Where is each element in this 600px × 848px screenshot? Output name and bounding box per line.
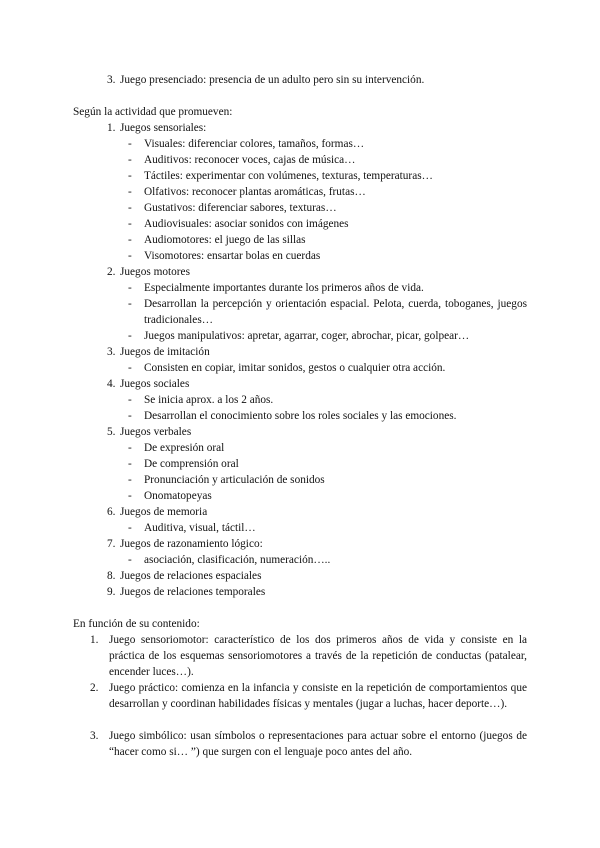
list-item: Onomatopeyas [144,490,212,502]
group-title: Juegos sensoriales: [120,122,207,134]
dash-bullet: - [128,474,132,486]
content-item-number: 1. [90,634,99,646]
group-number: 2. [107,266,116,278]
list-item: Auditivos: reconocer voces, cajas de música… [144,154,356,166]
list-item: Audiovisuales: asociar sonidos con imágenes [144,218,349,230]
list-item: Auditiva, visual, táctil… [144,522,256,534]
group-number: 8. [107,570,116,582]
dash-bullet: - [128,330,132,342]
dash-bullet: - [128,554,132,566]
list-item: Visomotores: ensartar bolas en cuerdas [144,250,321,262]
content-item-number: 2. [90,682,99,694]
dash-bullet: - [128,202,132,214]
group-number: 9. [107,586,116,598]
group-title: Juegos verbales [120,426,192,438]
dash-bullet: - [128,410,132,422]
dash-bullet: - [128,490,132,502]
dash-bullet: - [128,282,132,294]
content-item-text: Juego sensoriomotor: característico de los dos primeros años de vida y consiste en la práctica de los esquemas sensoriomotores a través de la repetición de conductas (patalear, encender luces…). [109,634,527,678]
list-item: Especialmente importantes durante los primeros años de vida. [144,282,424,294]
list-item: Táctiles: experimentar con volúmenes, texturas, temperaturas… [144,170,433,182]
dash-bullet: - [128,394,132,406]
intro-item-number: 3. [107,74,116,86]
dash-bullet: - [128,522,132,534]
list-item: Desarrollan el conocimiento sobre los roles sociales y las emociones. [144,410,457,422]
dash-bullet: - [128,362,132,374]
group-title: Juegos de imitación [120,346,210,358]
list-item: asociación, clasificación, numeración….. [144,554,331,566]
list-item: Visuales: diferenciar colores, tamaños, formas… [144,138,365,150]
dash-bullet: - [128,154,132,166]
dash-bullet: - [128,442,132,454]
group-number: 4. [107,378,116,390]
dash-bullet: - [128,138,132,150]
section-content-heading: En función de su contenido: [73,618,200,630]
group-title: Juegos de relaciones espaciales [120,570,262,582]
group-title: Juegos motores [120,266,190,278]
group-title: Juegos de relaciones temporales [120,586,266,598]
dash-bullet: - [128,186,132,198]
dash-bullet: - [128,234,132,246]
content-item-number: 3. [90,730,99,742]
dash-bullet: - [128,218,132,230]
list-item: Se inicia aprox. a los 2 años. [144,394,274,406]
group-number: 1. [107,122,116,134]
group-title: Juegos de razonamiento lógico: [120,538,263,550]
group-title: Juegos de memoria [120,506,208,518]
dash-bullet: - [128,458,132,470]
dash-bullet: - [128,250,132,262]
list-item: De comprensión oral [144,458,239,470]
list-item: Consisten en copiar, imitar sonidos, gestos o cualquier otra acción. [144,362,446,374]
group-title: Juegos sociales [120,378,190,390]
list-item: Pronunciación y articulación de sonidos [144,474,325,486]
content-item-text: Juego práctico: comienza en la infancia y consiste en la repetición de comportamientos que desarrollan y coordinan habilidades físicas y mentales (jugar a luchas, hacer deporte…). [109,682,527,710]
list-item: Desarrollan la percepción y orientación espacial. Pelota, cuerda, toboganes, juegos tradicionales… [144,298,527,326]
group-number: 3. [107,346,116,358]
dash-bullet: - [128,298,132,310]
group-number: 6. [107,506,116,518]
group-number: 7. [107,538,116,550]
list-item: Juegos manipulativos: apretar, agarrar, coger, abrochar, picar, golpear… [144,330,470,342]
dash-bullet: - [128,170,132,182]
list-item: De expresión oral [144,442,225,454]
list-item: Olfativos: reconocer plantas aromáticas, frutas… [144,186,366,198]
section-activity-heading: Según la actividad que promueven: [73,106,233,118]
content-item-text: Juego simbólico: usan símbolos o representaciones para actuar sobre el entorno (juegos de “hacer como si… ”) que surgen con el lenguaje poco antes del año. [109,730,527,758]
list-item: Gustativos: diferenciar sabores, texturas… [144,202,337,214]
intro-item-text: Juego presenciado: presencia de un adulto pero sin su intervención. [120,74,425,86]
group-number: 5. [107,426,116,438]
list-item: Audiomotores: el juego de las sillas [144,234,306,246]
